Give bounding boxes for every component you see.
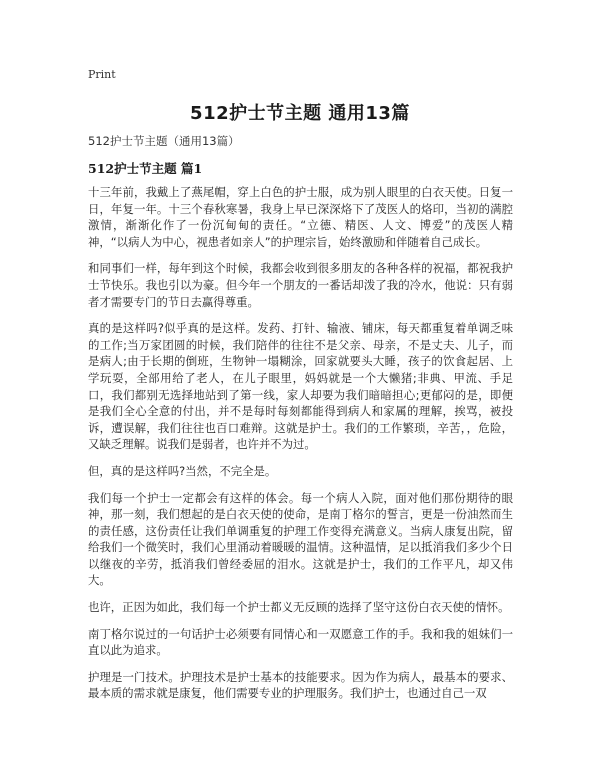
paragraph: 南丁格尔说过的一句话护士必须要有同情心和一双愿意工作的手。我和我的姐妹们一直以此为追求。 [88,626,513,658]
document-title: 512护士节主题 通用13篇 [190,103,410,124]
paragraph: 和同事们一样，每年到这个时候，我都会收到很多朋友的各种各样的祝福，都祝我护士节快乐。我也引以为豪。但今年一个朋友的一番话却泼了我的冷水，他说：只有弱者才需要专门的节日去赢得尊重。 [88,261,513,309]
article-body [88,184,513,712]
paragraph: 我们每一个护士一定都会有这样的体会。每一个病人入院，面对他们那份期待的眼神，那一刻，我们想起的是白衣天使的使命，是南丁格尔的誓言，更是一份油然而生的责任感，这份责任让我们单调重复的护理工作变得充满意义。当病人康复出院，留给我们一个微笑时，我们心里涌动着暖暖的温情。这种温情，足以抵消我们多少个日以继夜的辛劳，抵消我们曾经委屈的泪水。这就是护士，我们的工作平凡，却又伟大。 [88,490,513,588]
paragraph: 也许，正因为如此，我们每一个护士都义无反顾的选择了坚守这份白衣天使的情怀。 [88,600,510,615]
section-heading: 512护士节主题 篇1 [88,161,203,176]
document-subtitle: 512护士节主题（通用13篇） [88,134,240,148]
paragraph: 但，真的是这样吗?当然，不完全是。 [88,463,277,478]
print-link[interactable]: Print [88,68,116,81]
paragraph: 真的是这样吗?似乎真的是这样。发药、打针、输液、铺床，每天都重复着单调乏味的工作;当万家团圆的时候，我们陪伴的往往不是父亲、母亲，不是丈夫、儿子，而是病人;由于长期的倒班，生物钟一塌糊涂，回家就要头大睡，孩子的饮食起居、上学玩耍，全部用给了老人，在儿子眼里，妈妈就是一个大懒猪;非典、甲流、手足口，我们都别无选择地站到了第一线，家人却要为我们暗暗担心;更郁闷的是，即便是我们全心全意的付出，并不是每时每刻都能得到病人和家属的理解，挨骂，被投诉，遭误解，我们往往也百口难辩。这就是护士。我们的工作繁琐，辛苦，，危险，又缺乏理解。说我们是弱者，也许并不为过。 [88,321,513,452]
paragraph: 护理是一门技术。护理技术是护士基本的技能要求。因为作为病人，最基本的要求、最本质的需求就是康复，他们需要专业的护理服务。我们护士，也通过自己一双 [88,669,513,701]
paragraph: 十三年前，我戴上了燕尾帽，穿上白色的护士服，成为别人眼里的白衣天使。日复一日，年复一年。十三个春秋寒暑，我身上早已深深烙下了茂医人的烙印，当初的满腔激情，渐渐化作了一份沉甸甸的责任。“立德、精医、人文、博爱”的茂医人精神，“以病人为中心，视患者如亲人”的护理宗旨，始终激励和伴随着自己成长。 [88,185,513,249]
